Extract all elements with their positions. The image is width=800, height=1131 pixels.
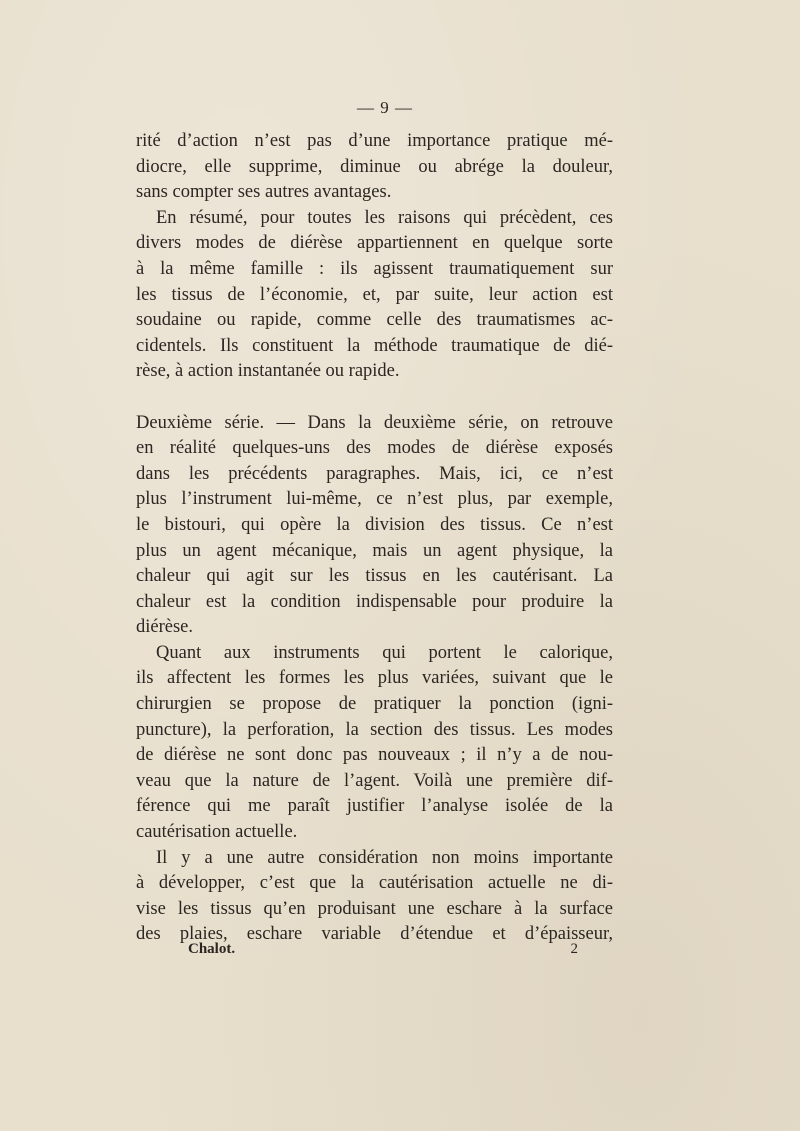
text-line: cidentels. Ils constituent la méthode traumatique de dié-	[136, 335, 613, 356]
text-line: à développer, c’est que la cautérisation actuelle ne di-	[136, 873, 613, 894]
paragraph-gap	[136, 385, 613, 411]
text-line: les tissus de l’économie, et, par suite, leur action est	[136, 284, 613, 305]
text-line: diérèse.	[136, 617, 194, 638]
text-line: ils affectent les formes les plus variées, suivant que le	[136, 668, 613, 689]
text-line: plus un agent mécanique, mais un agent physique, la	[136, 540, 613, 561]
text-line: puncture), la perforation, la section des tissus. Les modes	[136, 719, 613, 740]
text-line: chaleur qui agit sur les tissus en les cautérisant. La	[136, 566, 613, 587]
text-line: en réalité quelques-uns des modes de diérèse exposés	[136, 438, 613, 459]
body-text	[136, 129, 613, 948]
text-line: divers modes de diérèse appartiennent en quelque sorte	[136, 233, 613, 254]
text-line: sans compter ses autres avantages.	[136, 182, 392, 203]
text-line: férence qui me paraît justifier l’analyse isolée de la	[136, 796, 613, 817]
page-footer	[188, 941, 578, 958]
text-line: Quant aux instruments qui portent le calorique,	[156, 642, 613, 663]
text-line: vise les tissus qu’en produisant une eschare à la surface	[136, 898, 613, 919]
text-line: dans les précédents paragraphes. Mais, ici, ce n’est	[136, 463, 613, 484]
text-line: rèse, à action instantanée ou rapide.	[136, 361, 400, 382]
text-line: rité d’action n’est pas d’une importance pratique mé-	[136, 131, 613, 151]
text-line: soudaine ou rapide, comme celle des traumatismes ac-	[136, 310, 613, 331]
text-line: diocre, elle supprime, diminue ou abrége la douleur,	[136, 156, 613, 177]
text-line: Deuxième série. — Dans la deuxième série, on retrouve	[136, 412, 613, 433]
text-line: cautérisation actuelle.	[136, 822, 298, 843]
text-line: de diérèse ne sont donc pas nouveaux ; il n’y a de nou-	[136, 745, 613, 766]
text-line: plus l’instrument lui-même, ce n’est plus, par exemple,	[136, 489, 613, 510]
text-line: Il y a une autre considération non moins importante	[156, 847, 613, 868]
text-line: des plaies, eschare variable d’étendue et d’épaisseur,	[136, 924, 613, 945]
author-name: Chalot.	[188, 941, 236, 957]
text-line: veau que la nature de l’agent. Voilà une première dif-	[136, 770, 613, 791]
text-line: chaleur est la condition indispensable pour produire la	[136, 591, 613, 612]
signature-mark: 2	[570, 941, 578, 957]
text-line: le bistouri, qui opère la division des tissus. Ce n’est	[136, 514, 613, 535]
text-line: chirurgien se propose de pratiquer la ponction (igni-	[136, 694, 613, 715]
page-number: — 9 —	[357, 98, 413, 117]
text-line: à la même famille : ils agissent traumatiquement sur	[136, 258, 613, 279]
text-line: En résumé, pour toutes les raisons qui précèdent, ces	[156, 207, 613, 228]
